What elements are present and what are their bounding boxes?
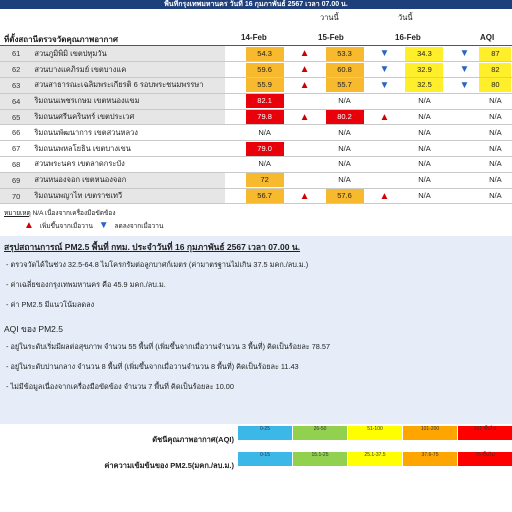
table-row (0, 172, 512, 188)
station-table (0, 46, 512, 204)
station-name: สวนสาธารณะเฉลิมพระเกียรติ 6 รอบพระชนมพรรษา (32, 78, 224, 94)
station-header: ที่ตั้งสถานีตรวจวัดคุณภาพอากาศ (4, 35, 118, 44)
trend-14-feb (292, 157, 318, 173)
station-name: ริมถนนพัฒนาการ เขตสวนหลวง (32, 125, 224, 141)
triangle-down-icon: ▼ (459, 48, 470, 60)
station-name: ริมถนนศรีนครินทร์ เขตประเวศ (32, 109, 224, 125)
triangle-down-icon: ▼ (98, 220, 109, 231)
station-name: ริมถนนเพชรเกษม เขตหนองแขม (32, 93, 224, 109)
aqi-band-5: 201 ขึ้นไป (458, 426, 512, 440)
station-name: สวนพระนคร เขตลาดกระบัง (32, 157, 224, 173)
trend-14-feb (292, 46, 318, 62)
aqi-band-2: 26-50 (293, 426, 347, 440)
table-row (0, 109, 512, 125)
row-number: 64 (0, 93, 32, 109)
trend-16-feb (451, 125, 477, 141)
value-15-feb: N/A (326, 142, 364, 156)
day-labels (0, 10, 512, 30)
station-name: สวนภูมิพิมิ เขตปทุมวัน (32, 46, 224, 62)
station-name: สวนบางแคภิรมย์ เขตบางแค (32, 62, 224, 78)
value-16-feb: N/A (405, 142, 443, 156)
triangle-up-icon: ▲ (24, 220, 34, 231)
triangle-up-icon: ▲ (299, 64, 310, 76)
pm-band-4: 37.6-75 (403, 452, 457, 466)
value-16-feb: N/A (405, 189, 443, 203)
triangle-down-icon: ▼ (379, 48, 390, 60)
value-15-feb: 57.6 (326, 189, 364, 203)
triangle-down-icon: ▼ (379, 79, 390, 91)
value-16-feb: N/A (405, 173, 443, 187)
value-14-feb: 72 (246, 173, 284, 187)
row-number: 62 (0, 62, 32, 78)
value-14-feb: 79.0 (246, 142, 284, 156)
triangle-up-icon: ▲ (299, 111, 310, 123)
date-header-2: 15-Feb (318, 33, 344, 42)
row-number: 68 (0, 157, 32, 173)
date-header-1: 14-Feb (241, 33, 267, 42)
triangle-up-icon: ▲ (299, 48, 310, 60)
trend-16-feb (451, 141, 477, 157)
trend-15-feb (372, 78, 398, 94)
trend-16-feb (451, 172, 477, 188)
value-16-feb: N/A (405, 110, 443, 124)
aqi-value: 82 (479, 63, 511, 77)
pm-band-2: 15.1-25 (293, 452, 347, 466)
triangle-up-icon: ▲ (379, 111, 390, 123)
trend-15-feb (372, 188, 398, 204)
trend-14-feb (292, 78, 318, 94)
trend-16-feb (451, 93, 477, 109)
value-16-feb: N/A (405, 94, 443, 108)
value-15-feb: N/A (326, 157, 364, 171)
pm-band-5: 75 ขึ้นไป (458, 452, 512, 466)
station-name: สวนหนองจอก เขตหนองจอก (32, 172, 224, 188)
table-row (0, 157, 512, 173)
trend-15-feb (372, 62, 398, 78)
value-15-feb: N/A (326, 126, 364, 140)
row-number: 65 (0, 109, 32, 125)
trend-14-feb (292, 172, 318, 188)
trend-16-feb (451, 157, 477, 173)
triangle-down-icon: ▼ (379, 64, 390, 76)
scale-panel (0, 424, 512, 512)
trend-15-feb (372, 141, 398, 157)
note-label: หมายเหตุ (4, 210, 31, 217)
aqi-scale-label: ดัชนีคุณภาพอากาศ(AQI) (152, 435, 234, 444)
value-14-feb: 54.3 (246, 47, 284, 61)
value-14-feb: 59.6 (246, 63, 284, 77)
value-15-feb: 55.7 (326, 78, 364, 92)
value-14-feb: N/A (246, 126, 284, 140)
value-16-feb: N/A (405, 157, 443, 171)
note-text: N/A เนื่องจากเครื่องมือขัดข้อง (32, 210, 116, 217)
aqi-value: 87 (479, 47, 511, 61)
trend-16-feb (451, 62, 477, 78)
table-row (0, 188, 512, 204)
value-14-feb: 82.1 (246, 94, 284, 108)
value-15-feb: 80.2 (326, 110, 364, 124)
triangle-up-icon: ▲ (299, 79, 310, 91)
row-number: 66 (0, 125, 32, 141)
table-row (0, 125, 512, 141)
value-16-feb: 34.3 (405, 47, 443, 61)
trend-14-feb (292, 62, 318, 78)
value-14-feb: 55.9 (246, 78, 284, 92)
row-number: 69 (0, 172, 32, 188)
trend-15-feb (372, 109, 398, 125)
today-label: วันนี้ (398, 13, 413, 22)
value-16-feb: 32.9 (405, 63, 443, 77)
trend-15-feb (372, 93, 398, 109)
row-number: 70 (0, 188, 32, 204)
summary-line-1: - ตรวจวัดได้ในช่วง 32.5-64.8 ไมโครกรัมต่อลูกบาศก์เมตร (ค่ามาตรฐานไม่เกิน 37.5 มคก./ลบ.ม.) (6, 260, 309, 269)
value-14-feb: N/A (246, 157, 284, 171)
summary-line-5: - อยู่ในระดับปานกลาง จำนวน 8 พื้นที่ (เพิ่มขึ้นจากเมื่อวานจำนวน 8 พื้นที่) คิดเป็นร้อยละ 11.43 (6, 362, 299, 371)
date-header-3: 16-Feb (395, 33, 421, 42)
triangle-down-icon: ▼ (459, 79, 470, 91)
note (4, 208, 116, 218)
triangle-up-icon: ▲ (379, 190, 390, 202)
summary-line-3: - ค่า PM2.5 มีแนวโน้มลดลง (6, 300, 95, 309)
summary-panel (0, 236, 512, 424)
aqi-value: N/A (479, 110, 511, 124)
value-15-feb: N/A (326, 173, 364, 187)
row-number: 63 (0, 78, 32, 94)
aqi-value: N/A (479, 173, 511, 187)
aqi-subheading: AQI ของ PM2.5 (4, 324, 63, 334)
trend-14-feb (292, 125, 318, 141)
summary-line-4: - อยู่ในระดับเริ่มมีผลต่อสุขภาพ จำนวน 55 พื้นที่ (เพิ่มขึ้นจากเมื่อวานจำนวน 3 พื้นที่) คิดเป็นร้อยละ 78.57 (6, 342, 331, 351)
trend-16-feb (451, 46, 477, 62)
legend (24, 220, 167, 231)
value-16-feb: 32.5 (405, 78, 443, 92)
triangle-up-icon: ▲ (299, 190, 310, 202)
value-14-feb: 56.7 (246, 189, 284, 203)
table-row (0, 93, 512, 109)
trend-14-feb (292, 141, 318, 157)
value-15-feb: N/A (326, 94, 364, 108)
table-row (0, 46, 512, 62)
trend-14-feb (292, 93, 318, 109)
summary-line-2: - ค่าเฉลี่ยของกรุงเทพมหานคร คือ 45.9 มคก./ลบ.ม. (6, 280, 166, 289)
aqi-value: N/A (479, 126, 511, 140)
trend-15-feb (372, 46, 398, 62)
aqi-band-4: 101-200 (403, 426, 457, 440)
pm-band-1: 0-15 (238, 452, 292, 466)
station-name: ริมถนนพญาไท เขตราชเทวี (32, 188, 224, 204)
trend-15-feb (372, 125, 398, 141)
value-15-feb: 53.3 (326, 47, 364, 61)
trend-16-feb (451, 78, 477, 94)
table-header (0, 31, 512, 45)
pm-band-3: 25.1-37.5 (348, 452, 402, 466)
yesterday-label: วานนี้ (320, 13, 339, 22)
trend-16-feb (451, 109, 477, 125)
aqi-header: AQI (480, 33, 495, 42)
table-row (0, 141, 512, 157)
station-name: ริมถนนพหลโยธิน เขตบางเขน (32, 141, 224, 157)
aqi-band-1: 0-25 (238, 426, 292, 440)
table-row (0, 78, 512, 94)
legend-down-text: ลดลงจากเมื่อวาน (114, 223, 164, 230)
row-number: 61 (0, 46, 32, 62)
aqi-value: N/A (479, 142, 511, 156)
summary-line-6: - ไม่มีข้อมูลเนื่องจากเครื่องมือขัดข้อง จำนวน 7 พื้นที่ คิดเป็นร้อยละ 10.00 (6, 382, 234, 391)
aqi-band-3: 51-100 (348, 426, 402, 440)
aqi-value: 80 (479, 78, 511, 92)
aqi-value: N/A (479, 157, 511, 171)
triangle-down-icon: ▼ (459, 64, 470, 76)
table-row (0, 62, 512, 78)
legend-up-text: เพิ่มขึ้นจากเมื่อวาน (39, 223, 93, 230)
summary-title: สรุปสถานการณ์ PM2.5 พื้นที่ กทม. ประจำวันที่ 16 กุมภาพันธ์ 2567 เวลา 07.00 น. (4, 242, 301, 252)
pm-scale-label: ค่าความเข้มข้นของ PM2.5(มคก./ลบ.ม.) (104, 461, 234, 470)
value-16-feb: N/A (405, 126, 443, 140)
trend-15-feb (372, 157, 398, 173)
trend-15-feb (372, 172, 398, 188)
row-number: 67 (0, 141, 32, 157)
value-15-feb: 60.8 (326, 63, 364, 77)
report-banner: พื้นที่กรุงเทพมหานคร วันที่ 16 กุมภาพันธ์ 2567 เวลา 07.00 น. (0, 0, 512, 9)
aqi-value: N/A (479, 189, 511, 203)
trend-14-feb (292, 188, 318, 204)
aqi-value: N/A (479, 94, 511, 108)
trend-14-feb (292, 109, 318, 125)
value-14-feb: 79.8 (246, 110, 284, 124)
trend-16-feb (451, 188, 477, 204)
